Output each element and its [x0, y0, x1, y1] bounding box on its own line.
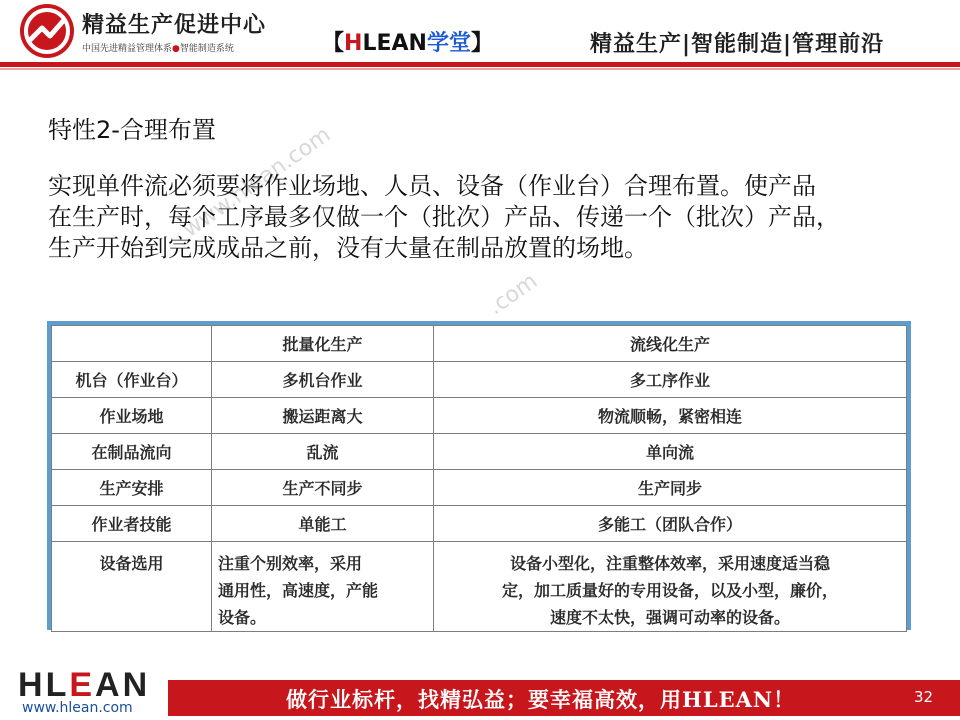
hlean-academy-tag — [322, 26, 493, 57]
table-row — [52, 506, 907, 542]
brand-subtitle — [82, 41, 234, 54]
brand-sub-right: 智能制造系统 — [179, 44, 234, 54]
page-number: 32 — [914, 688, 934, 706]
comparison-table-frame — [47, 321, 911, 630]
table-row — [52, 398, 907, 434]
body-paragraph — [48, 171, 908, 264]
page-header — [0, 0, 960, 70]
header-cell-empty — [52, 326, 212, 362]
tag-h: H — [344, 31, 363, 56]
flow-cell: 多工序作业 — [434, 362, 907, 398]
header-cell-flow: 流线化生产 — [434, 326, 907, 362]
cell-line: 注重个别效率，采用 — [218, 554, 363, 573]
watermark-text-2: .com — [483, 268, 543, 321]
batch-cell-multiline — [212, 542, 434, 632]
logo-letter-h: H — [18, 666, 46, 704]
cell-line: 通用性，高速度，产能 — [218, 581, 379, 600]
batch-cell: 生产不同步 — [212, 470, 434, 506]
tag-xuetang: 学堂 — [426, 31, 471, 56]
flow-cell: 多能工（团队合作） — [434, 506, 907, 542]
brand-sub-separator: ● — [172, 44, 180, 54]
section-title: 特性2-合理布置 — [48, 116, 216, 144]
cell-line: 速度不太快，强调可动率的设备。 — [549, 608, 790, 627]
table-header-row — [52, 326, 907, 362]
logo-letter-e: E — [69, 666, 96, 704]
watermark-text: www.hlean.com — [178, 122, 336, 243]
header-divider — [0, 62, 960, 67]
body-line: 生产开始到完成成品之前，没有大量在制品放置的场地。 — [48, 234, 648, 262]
table-row — [52, 434, 907, 470]
row-label: 作业者技能 — [52, 506, 212, 542]
header-slogan: 精益生产|智能制造|管理前沿 — [590, 32, 885, 57]
batch-cell: 搬运距离大 — [212, 398, 434, 434]
flow-cell: 单向流 — [434, 434, 907, 470]
body-line: 在生产时，每个工序最多仅做一个（批次）产品、传递一个（批次）产品， — [48, 203, 840, 231]
tag-open-bracket: 【 — [322, 31, 345, 56]
brand-logo-icon — [20, 4, 74, 58]
cell-line: 设备。 — [218, 608, 267, 627]
header-divider-light — [0, 68, 960, 70]
row-label: 生产安排 — [52, 470, 212, 506]
body-line: 实现单件流必须要将作业场地、人员、设备（作业台）合理布置。使产品 — [48, 172, 816, 200]
footer-slogan: 做行业标杆，找精弘益；要幸福高效，用HLEAN！ — [286, 687, 796, 712]
comparison-table — [51, 325, 907, 632]
header-cell-batch: 批量化生产 — [212, 326, 434, 362]
flow-cell-multiline — [434, 542, 907, 632]
row-label: 作业场地 — [52, 398, 212, 434]
row-label: 机台（作业台） — [52, 362, 212, 398]
cell-line: 设备小型化，注重整体效率，采用速度适当稳 — [509, 554, 830, 573]
cell-line: 定，加工质量好的专用设备，以及小型，廉价， — [501, 581, 838, 600]
flow-cell: 物流顺畅，紧密相连 — [434, 398, 907, 434]
batch-cell: 单能工 — [212, 506, 434, 542]
footer-url-link[interactable]: www.hlean.com — [22, 700, 133, 716]
batch-cell: 乱流 — [212, 434, 434, 470]
table-row-equipment — [52, 542, 907, 632]
row-label: 设备选用 — [52, 542, 212, 632]
table-row — [52, 362, 907, 398]
tag-lean: LEAN — [362, 31, 427, 56]
logo-letters-an: AN — [95, 666, 151, 704]
table-row — [52, 470, 907, 506]
brand-title: 精益生产促进中心 — [82, 13, 267, 38]
logo-letter-l: L — [45, 666, 70, 704]
brand-sub-left: 中国先进精益管理体系 — [82, 44, 173, 54]
flow-cell: 生产同步 — [434, 470, 907, 506]
tag-close-bracket: 】 — [470, 31, 493, 56]
batch-cell: 多机台作业 — [212, 362, 434, 398]
row-label: 在制品流向 — [52, 434, 212, 470]
